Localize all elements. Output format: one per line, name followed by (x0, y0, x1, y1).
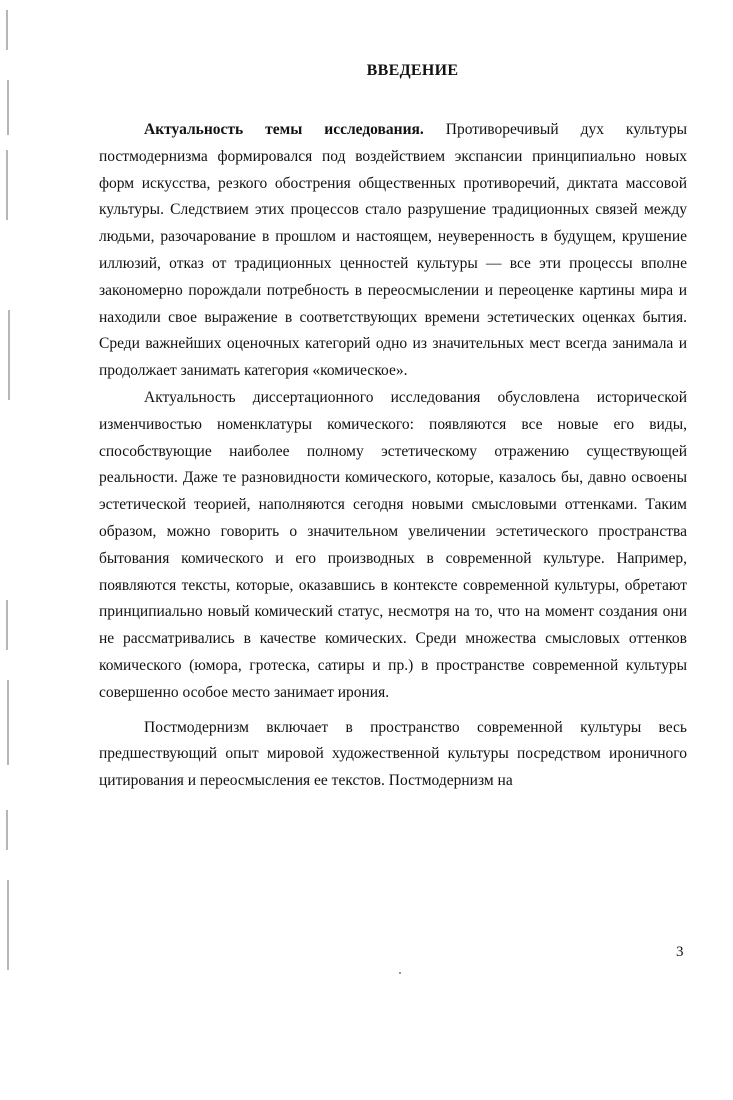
paragraph-lead: Актуальность темы исследования. (144, 121, 424, 138)
paragraph-text: Противоречивый дух культуры постмодернизма формировался под воздействием экспансии принципиально новых форм искусства, резкого обострения общественных противоречий, диктата массовой культуры. Следствием этих процессов стало разрушение традиционных связей между людьми, разочарование в прошлом и настоящем, неуверенность в будущем, крушение иллюзий, отказ от традиционных ценностей культуры — все эти процессы вполне закономерно порождали потребность в переосмыслении и переоценке картины мира и находили свое выражение в соответствующих времени эстетических оценках бытия. Среди важнейших оценочных категорий одно из значительных мест всегда занимала и продолжает занимать категория «комическое». (99, 121, 687, 380)
scan-artifact (6, 150, 8, 220)
scan-artifact (7, 80, 9, 135)
scan-artifact (6, 10, 8, 50)
paragraph-2: Актуальность диссертационного исследования обусловлена исторической изменчивостью номенклатуры комического: появляются все новые его виды, способствующие наиболее полному эстетическому отражению существующей реальности. Даже те разновидности комического, которые, казалось бы, давно освоены эстетической теорией, наполняются сегодня новыми смысловыми оттенками. Таким образом, можно говорить о значительном увеличении эстетического пространства бытования комического и его производных в современной культуре. Например, появляются тексты, которые, оказавшись в контексте современной культуры, обретают принципиально новый комический статус, несмотря на то, что на момент создания они не рассматривались в качестве комических. Среди множества смысловых оттенков комического (юмора, гротеска, сатиры и пр.) в пространстве современной культуры совершенно особое место занимает ирония. (99, 388, 687, 701)
page-number: 3 (676, 944, 684, 960)
page-title: ВВЕДЕНИЕ (366, 62, 459, 79)
paragraph-3: Постмодернизм включает в пространство современной культуры весь предшествующий опыт мировой художественной культуры посредством ироничного цитирования и переосмысления ее текстов. Постмодернизм на (99, 718, 687, 790)
paragraph-1 (99, 117, 687, 385)
scan-artifact (6, 810, 8, 850)
scan-artifact (7, 880, 9, 970)
scan-artifact (7, 680, 9, 765)
scan-dot (399, 972, 401, 974)
body-text (99, 117, 687, 795)
scan-artifact (8, 310, 10, 400)
scan-artifact (6, 600, 8, 650)
